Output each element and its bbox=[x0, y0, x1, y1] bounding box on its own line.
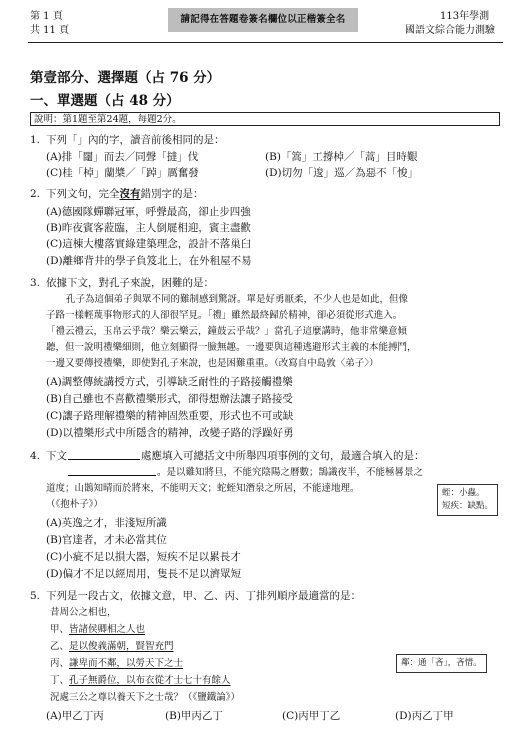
question-3-option-a[interactable]: (A)調整傳統講授方式，引導缺乏耐性的子路接觸禮樂 bbox=[46, 376, 293, 388]
question-5-option-d[interactable]: (D)丙乙丁甲 bbox=[395, 710, 454, 722]
question-5-option-b[interactable]: (B)甲丙乙丁 bbox=[165, 710, 223, 722]
page-total: 共 11 頁 bbox=[30, 25, 70, 36]
question-2-emphasis: 沒有 bbox=[119, 188, 141, 200]
question-1-stem: 下列「」內的字，讀音前後相同的是： bbox=[46, 134, 225, 146]
question-4-gloss-box: 蛭：小蟲。 短疾：缺點。 bbox=[437, 484, 498, 516]
question-3-passage: 孔子為這個弟子與眾不同的難制感到驚訝。單是好勇厭柔，不少人也是如此，但像 子路一樣輕蔑事物形式的人卻很罕見。「禮」雖然最終歸於精神，卻必須從形式進入。 「禮云禮云，玉帛云乎哉？樂云樂云，鐘鼓云乎哉？」當孔子這麼講時，他非常樂意傾 聽，但一說明禮樂細則，他立刻顯得一臉無趣。一邊要與這種逃避形式主義的本能搏鬥， 一邊又要傳授禮樂，即使對孔子來說，也是困難重重。（改寫自中島敦〈弟子〉） bbox=[46, 294, 417, 369]
section-title: 一、單選題（占 48 分） bbox=[30, 93, 180, 109]
page-number: 第 1 頁 bbox=[30, 11, 63, 22]
question-4-passage: 。是以雞知將旦，不能究陰陽之曆數；鵠識夜半，不能極晷景之 道度；山鵲知晴而於將來，不能明天文；蛇蛭知潛泉之所居，不能達地理。 （《抱朴子》） bbox=[46, 467, 424, 510]
question-1-number: 1. bbox=[30, 134, 41, 146]
question-2-stem: 下列文句，完全沒有錯別字的是： bbox=[46, 188, 204, 200]
header-divider bbox=[28, 42, 503, 43]
question-4-blank bbox=[68, 449, 140, 460]
question-4-option-d[interactable]: (D)偏才不足以經周用，隻長不足以濟眾短 bbox=[46, 568, 242, 580]
question-1-option-d[interactable]: (D)切勿「逡」巡／為惡不「悛」 bbox=[265, 167, 419, 179]
instruction-box: 說明：第1題至第24題，每題2分。 bbox=[30, 112, 500, 126]
question-2-option-a[interactable]: (A)德國隊蟬聯冠軍，呼聲最高，卻止步四強 bbox=[46, 206, 251, 218]
question-3-number: 3. bbox=[30, 277, 41, 289]
signature-reminder-banner: 請記得在答題卷簽名欄位以正楷簽全名 bbox=[168, 8, 358, 32]
question-3-stem: 依據下文，對孔子來說，困難的是： bbox=[46, 277, 214, 289]
question-5-option-c[interactable]: (C)丙甲丁乙 bbox=[282, 710, 341, 722]
question-3-option-d[interactable]: (D)以禮樂形式中所隱含的精神，改變子路的浮躁好勇 bbox=[46, 427, 294, 439]
question-5-passage: 昔周公之相也， 甲、皆諸侯卿相之人也 乙、是以俊義滿朝，賢智充門 丙、謙卑而不鄰，以勞天下之士 丁、孔子無爵位，以布衣從才士七十有餘人 況處三公之尊以養天下之士哉？（《鹽鐵論》） bbox=[50, 607, 241, 703]
question-1-option-c[interactable]: (C)桂「棹」蘭槳／「踔」厲奮發 bbox=[46, 167, 199, 179]
question-4-option-b[interactable]: (B)官達者，才未必當其位 bbox=[46, 534, 167, 546]
question-5-stem: 下列是一段古文，依據文意，甲、乙、丙、丁排列順序最適當的是： bbox=[46, 590, 361, 602]
question-5-number: 5. bbox=[30, 590, 41, 602]
question-3-option-b[interactable]: (B)自己雖也不喜歡禮樂形式，卻得想辦法讓子路接受 bbox=[46, 393, 293, 405]
question-4-number: 4. bbox=[30, 450, 41, 462]
question-4-stem: 下文 處應填入可總括文中所舉四項事例的文句，最適合填入的是： bbox=[46, 450, 425, 462]
exam-year: 113年學測 bbox=[440, 11, 490, 22]
question-1-option-b[interactable]: (B)「篙」工撐棹／「蒿」目時艱 bbox=[265, 151, 418, 163]
question-5-option-a[interactable]: (A)甲乙丁丙 bbox=[46, 710, 104, 722]
exam-subject: 國語文綜合能力測驗 bbox=[405, 25, 495, 36]
question-5-gloss-box: 鄰：通「吝」，吝惜。 bbox=[396, 654, 487, 673]
question-2-option-b[interactable]: (B)昨夜賓客蒞臨，主人倒屣相迎，賓主盡歡 bbox=[46, 222, 251, 234]
question-3-option-c[interactable]: (C)讓子路理解禮樂的精神固然重要，形式也不可或缺 bbox=[46, 410, 294, 422]
question-2-option-d[interactable]: (D)離鄉背井的學子負笈北上，在外租屋不易 bbox=[46, 255, 252, 267]
question-2-number: 2. bbox=[30, 188, 41, 200]
question-4-option-a[interactable]: (A)英逸之才，非淺短所識 bbox=[46, 517, 167, 529]
question-4-option-c[interactable]: (C)小疵不足以損大器，短疾不足以累長才 bbox=[46, 551, 241, 563]
part-title: 第壹部分、選擇題（占 76 分） bbox=[30, 70, 221, 86]
question-1-option-a[interactable]: (A)排「闥」而去／同聲「撻」伐 bbox=[46, 151, 199, 163]
question-2-option-c[interactable]: (C)這棟大樓落實綠建築理念，設計不落巢臼 bbox=[46, 238, 252, 250]
question-4-fill-blank bbox=[68, 465, 156, 476]
